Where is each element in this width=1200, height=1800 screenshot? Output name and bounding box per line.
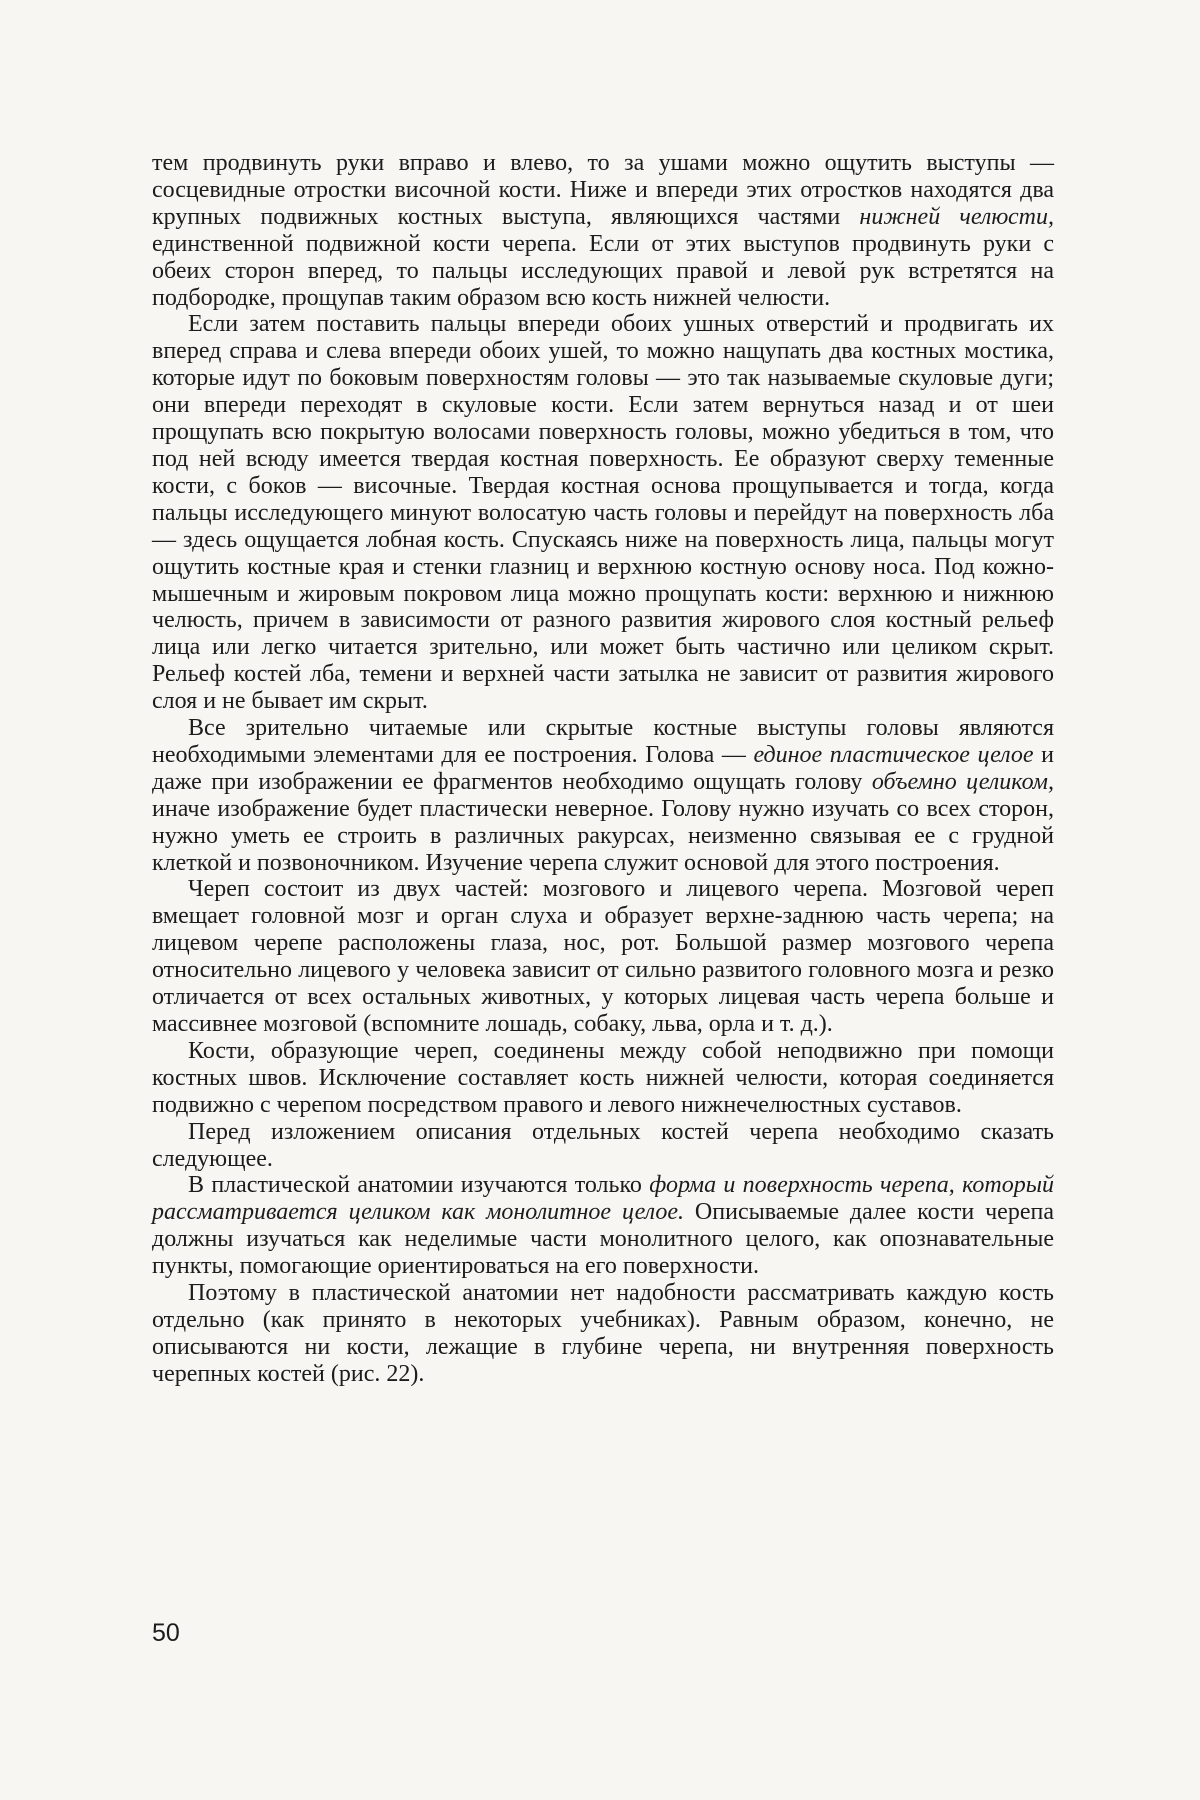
emphasis-text: единое пластическое целое xyxy=(753,742,1033,768)
paragraph xyxy=(152,876,1054,1037)
page-number: 50 xyxy=(152,1619,180,1648)
paragraph xyxy=(152,1038,1054,1119)
page-body xyxy=(152,150,1054,1710)
emphasis-text: форма и поверхность черепа, который рассматривается целиком как монолитное целое. xyxy=(152,1172,1054,1225)
paragraph xyxy=(152,1172,1054,1280)
text-run: Кости, образующие череп, соединены между собой неподвижно при помощи костных швов. Исключение составляет кость нижней челюсти, которая соединяется подвижно с черепом посредством правого и левого нижнечелюстных суставов. xyxy=(152,1038,1054,1118)
emphasis-text: объемно целиком, xyxy=(872,769,1054,795)
text-run: Описываемые далее кости черепа должны изучаться как неделимые части монолитного целого, как опознавательные пункты, помогающие ориентироваться на его поверхности. xyxy=(152,1199,1054,1279)
paragraph xyxy=(152,715,1054,876)
emphasis-text: нижней челюсти, xyxy=(859,204,1054,230)
text-run: тем продвинуть руки вправо и влево, то за ушами можно ощутить выступы — сосцевидные отростки височной кости. Ниже и впереди этих отростков находятся два крупных подвижных костных выступа, являющихся частями xyxy=(152,150,1054,230)
text-run: Перед изложением описания отдельных костей черепа необходимо сказать следующее. xyxy=(152,1119,1054,1172)
text-run: иначе изображение будет пластически неверное. Голову нужно изучать со всех сторон, нужно уметь ее строить в различных ракурсах, неизменно связывая ее с грудной клеткой и позвоночником. Изучение черепа служит основой для этого построения. xyxy=(152,796,1054,876)
paragraph xyxy=(152,1119,1054,1173)
text-run: единственной подвижной кости черепа. Если от этих выступов продвинуть руки с обеих сторон вперед, то пальцы исследующих правой и левой рук встретятся на подбородке, прощупав таким образом всю кость нижней челюсти. xyxy=(152,231,1054,311)
text-run: и даже при изображении ее фрагментов необходимо ощущать голову xyxy=(152,742,1054,795)
text-run: Все зрительно читаемые или скрытые костные выступы головы являются необходимыми элементами для ее построения. Голова — xyxy=(152,715,1054,768)
text-run: Если затем поставить пальцы впереди обоих ушных отверстий и продвигать их вперед справа и слева впереди обоих ушей, то можно нащупать два костных мостика, которые идут по боковым поверхностям головы — это так называемые скуловые дуги; они впереди переходят в скуловые кости. Если затем вернуться назад и от шеи прощупать всю покрытую волосами поверхность головы, можно убедиться в том, что под ней всюду имеется твердая костная поверхность. Ее образуют сверху теменные кости, с боков — височные. Твердая костная основа прощупывается и тогда, когда пальцы исследующего минуют волосатую часть головы и перейдут на поверхность лба — здесь ощущается лобная кость. Спускаясь ниже на поверхность лица, пальцы могут ощутить костные края и стенки глазниц и верхнюю костную основу носа. Под кожно-мышечным и жировым покровом лица можно прощупать кости: верхнюю и нижнюю челюсть, причем в зависимости от разного развития жирового слоя костный рельеф лица или легко читается зрительно, или может быть частично или целиком скрыт. Рельеф костей лба, темени и верхней части затылка не зависит от развития жирового слоя и не бывает им скрыт. xyxy=(152,311,1054,714)
paragraph xyxy=(152,311,1054,715)
text-run: В пластической анатомии изучаются только xyxy=(188,1172,649,1198)
paragraph xyxy=(152,1280,1054,1388)
paragraph xyxy=(152,150,1054,311)
text-run: Череп состоит из двух частей: мозгового и лицевого черепа. Мозговой череп вмещает головной мозг и орган слуха и образует верхне-заднюю часть черепа; на лицевом черепе расположены глаза, нос, рот. Большой размер мозгового черепа относительно лицевого у человека зависит от сильно развитого головного мозга и резко отличается от всех остальных животных, у которых лицевая часть черепа больше и массивнее мозговой (вспомните лошадь, собаку, льва, орла и т. д.). xyxy=(152,876,1054,1037)
text-run: Поэтому в пластической анатомии нет надобности рассматривать каждую кость отдельно (как принято в некоторых учебниках). Равным образом, конечно, не описываются ни кости, лежащие в глубине черепа, ни внутренняя поверхность черепных костей (рис. 22). xyxy=(152,1280,1054,1387)
